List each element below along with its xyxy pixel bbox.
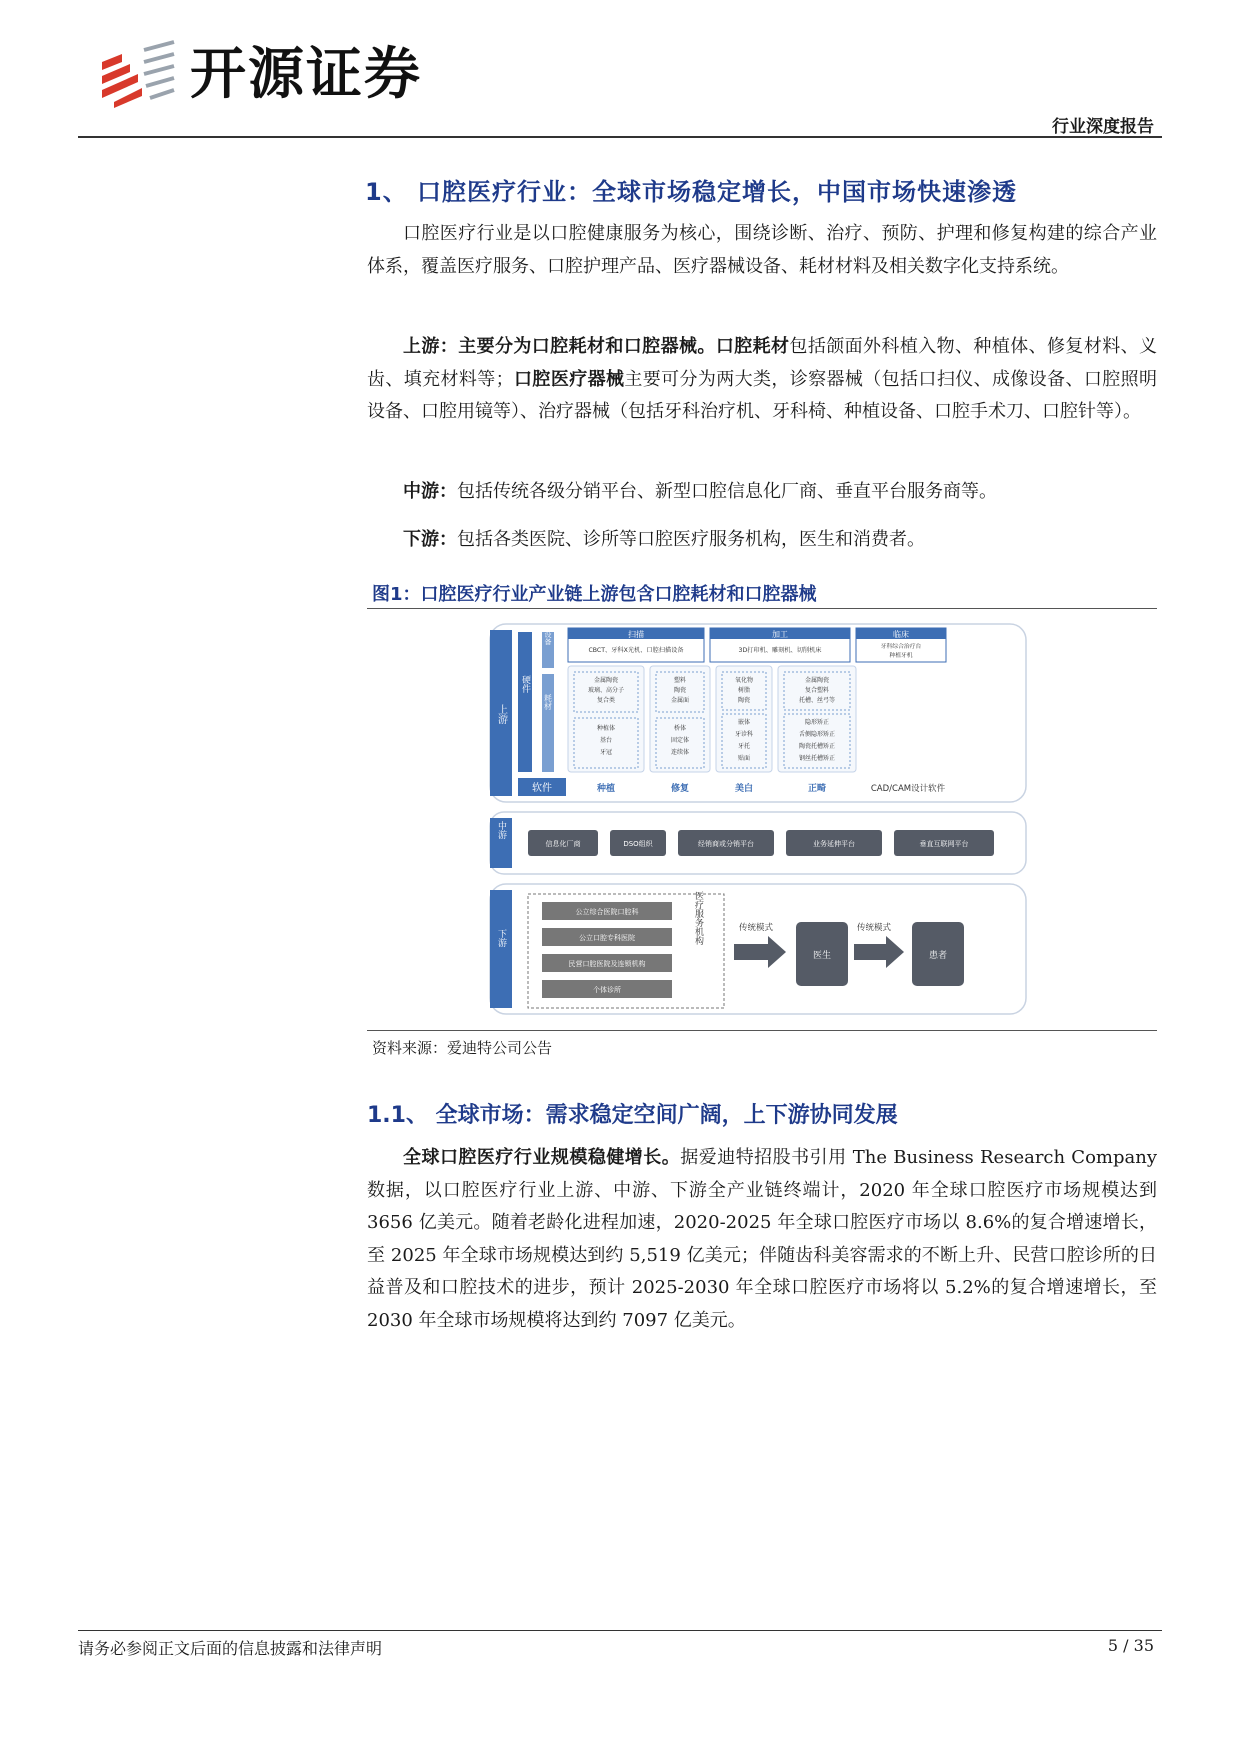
section-1-1-paragraph: [367, 1142, 1157, 1337]
down-item-2: 民营口腔医院及连锁机构: [568, 960, 646, 968]
header-divider: [78, 136, 1162, 138]
downstream-text: 包括各类医院、诊所等口腔医疗服务机构，医生和消费者。: [457, 529, 925, 550]
category-implant: 种植: [596, 784, 616, 794]
mid-item-2: 经销商或分销平台: [698, 840, 754, 848]
clinic-item-2: 种植牙机: [889, 653, 913, 659]
footer-disclaimer: 请务必参阅正文后面的信息披露和法律声明: [78, 1639, 383, 1658]
figure-source: 资料来源：爱迪特公司公告: [372, 1039, 553, 1057]
scan-items: CBCT、牙科X光机、口腔扫描设备: [588, 647, 684, 654]
material-h1: 隐形矫正: [804, 719, 830, 726]
material-e1: 氧化物: [734, 677, 754, 684]
material-b3: 牙冠: [599, 749, 613, 756]
material-b1: 种植体: [596, 725, 616, 732]
doctor-box: 医生: [812, 951, 832, 961]
material-d3: 连续体: [670, 749, 690, 756]
medical-service-label: 医疗服务机构: [693, 891, 703, 945]
upstream-devices-text: 主要可分为两大类，诊察器械（包括口扫仪、成像设备、口腔照明设备、口腔用镜等）、治疗器械（包括牙科治疗机、牙科椅、种植设备、口腔手术刀、口腔针等）。: [367, 368, 1158, 422]
scan-title: 扫描: [628, 630, 644, 639]
mid-item-0: 信息化厂商: [545, 840, 581, 848]
consumables-label: 耗材: [543, 694, 553, 710]
hardware-bar: [518, 632, 532, 772]
consumables-bar: [542, 674, 554, 772]
material-d1: 桥体: [673, 725, 687, 732]
material-g2: 复合塑料: [804, 687, 830, 694]
section-1-intro-paragraph: 口腔医疗行业是以口腔健康服务为核心，围绕诊断、治疗、预防、护理和修复构建的综合产业体系，覆盖医疗服务、口腔护理产品、医疗器械设备、耗材材料及相关数字化支持系统。: [367, 223, 1157, 277]
section-1-1-lead: 全球口腔医疗行业规模稳健增长。: [403, 1147, 681, 1168]
down-item-3: 个体诊所: [593, 986, 621, 994]
process-items: 3D打印机、雕刻机、切削机床: [738, 647, 822, 654]
material-h3: 陶瓷托槽矫正: [798, 743, 836, 750]
brand-logo-text: 开源证券: [190, 42, 422, 107]
process-title: 加工: [772, 630, 788, 639]
brand-logo-mark-icon: [100, 40, 180, 110]
upstream-consumables-text: 包括颌面外科植入物、种植体、修复材料、义齿、填充材料等；: [367, 336, 1158, 390]
midstream-side-label: 中游: [496, 821, 506, 839]
mode-2-label: 传统模式: [856, 923, 892, 933]
material-e3: 陶瓷: [737, 697, 751, 704]
footer-divider: [78, 1630, 1162, 1631]
upstream-devices-label: 口腔医疗器械: [513, 368, 625, 390]
software-label: 软件: [532, 783, 552, 794]
cadcam-software-label: CAD/CAM设计软件: [870, 784, 946, 794]
down-item-1: 公立口腔专科医院: [579, 934, 635, 942]
material-c3: 金属面: [670, 697, 690, 704]
report-type-label: 行业深度报告: [1052, 117, 1154, 137]
material-a3: 复合类: [596, 697, 616, 704]
upstream-consumables-label: 口腔耗材: [715, 336, 790, 357]
equipment-label: 设备: [544, 631, 552, 645]
figure-top-rule: [367, 608, 1157, 609]
figure-bottom-rule: [367, 1030, 1157, 1031]
downstream-side-label: 下游: [496, 929, 506, 947]
page-number: 5 / 35: [1107, 1636, 1154, 1655]
mid-item-3: 业务延伸平台: [813, 840, 855, 848]
material-g1: 金属陶瓷: [804, 677, 830, 684]
clinic-title: 临床: [893, 630, 909, 639]
material-h4: 钢丝托槽矫正: [798, 755, 836, 762]
section-1-1-text: 据爱迪特招股书引用 The Business Research Company 数据，以口腔医疗行业上游、中游、下游全产业链终端计，2020 年全球口腔医疗市场规模达到 3656 亿美元。随着老龄化进程加速，2020-2025 年全球口腔医疗市场以 8.6%的复合增速增长，至 2025 年全球市场规模达到约 5,519 亿美元；伴随齿科美容需求的不断上升、民营口腔诊所的日益普及和口腔技术的进步，预计 2025-2030 年全球口腔医疗市场将以 5.2%的复合增速增长，至 2030 年全球市场规模将达到约 7097 亿美元。: [367, 1147, 1158, 1331]
material-a1: 金属陶瓷: [593, 677, 619, 684]
downstream-paragraph: [367, 524, 1157, 557]
midstream-text: 包括传统各级分销平台、新型口腔信息化厂商、垂直平台服务商等。: [457, 481, 997, 502]
upstream-paragraph: [367, 331, 1157, 429]
midstream-label: 中游：: [403, 481, 457, 502]
clinic-item-1: 牙科综合治疗台: [880, 644, 922, 650]
patient-box: 患者: [928, 951, 948, 961]
downstream-label: 下游：: [403, 529, 457, 550]
category-ortho: 正畸: [807, 784, 827, 794]
mid-item-4: 垂直互联网平台: [919, 840, 969, 848]
material-a2: 玻璃、高分子: [587, 687, 625, 694]
material-c2: 陶瓷: [673, 687, 687, 694]
mid-item-1: DSO组织: [623, 840, 653, 848]
material-d2: 固定体: [670, 737, 690, 744]
mode-1-label: 传统模式: [738, 923, 774, 933]
section-1-1-heading: 1.1、 全球市场：需求稳定空间广阔，上下游协同发展: [367, 1103, 898, 1128]
industry-chain-diagram: [488, 622, 1028, 1017]
upstream-label: 上游：主要分为口腔耗材和口腔器械。: [403, 336, 716, 357]
material-f4: 贴面: [737, 755, 751, 762]
material-e2: 树脂: [737, 687, 751, 694]
category-restore: 修复: [670, 784, 690, 794]
material-c1: 塑料: [673, 677, 687, 684]
hardware-label: 硬件: [520, 675, 530, 693]
category-whitening: 美白: [734, 784, 754, 794]
material-b2: 基台: [599, 737, 613, 744]
material-f1: 嵌体: [737, 719, 751, 726]
material-f3: 牙托: [737, 743, 751, 750]
upstream-side-label: 上游: [495, 704, 507, 724]
figure-1-title: 图1：口腔医疗行业产业链上游包含口腔耗材和口腔器械: [372, 584, 817, 605]
material-f2: 牙诊科: [734, 731, 754, 738]
material-g3: 托槽、丝弓等: [798, 697, 836, 704]
down-item-0: 公立综合医院口腔科: [575, 908, 639, 916]
material-h2: 舌侧隐形矫正: [798, 731, 836, 738]
section-1-heading: 1、 口腔医疗行业：全球市场稳定增长，中国市场快速渗透: [365, 178, 1018, 206]
midstream-paragraph: [367, 476, 1157, 509]
